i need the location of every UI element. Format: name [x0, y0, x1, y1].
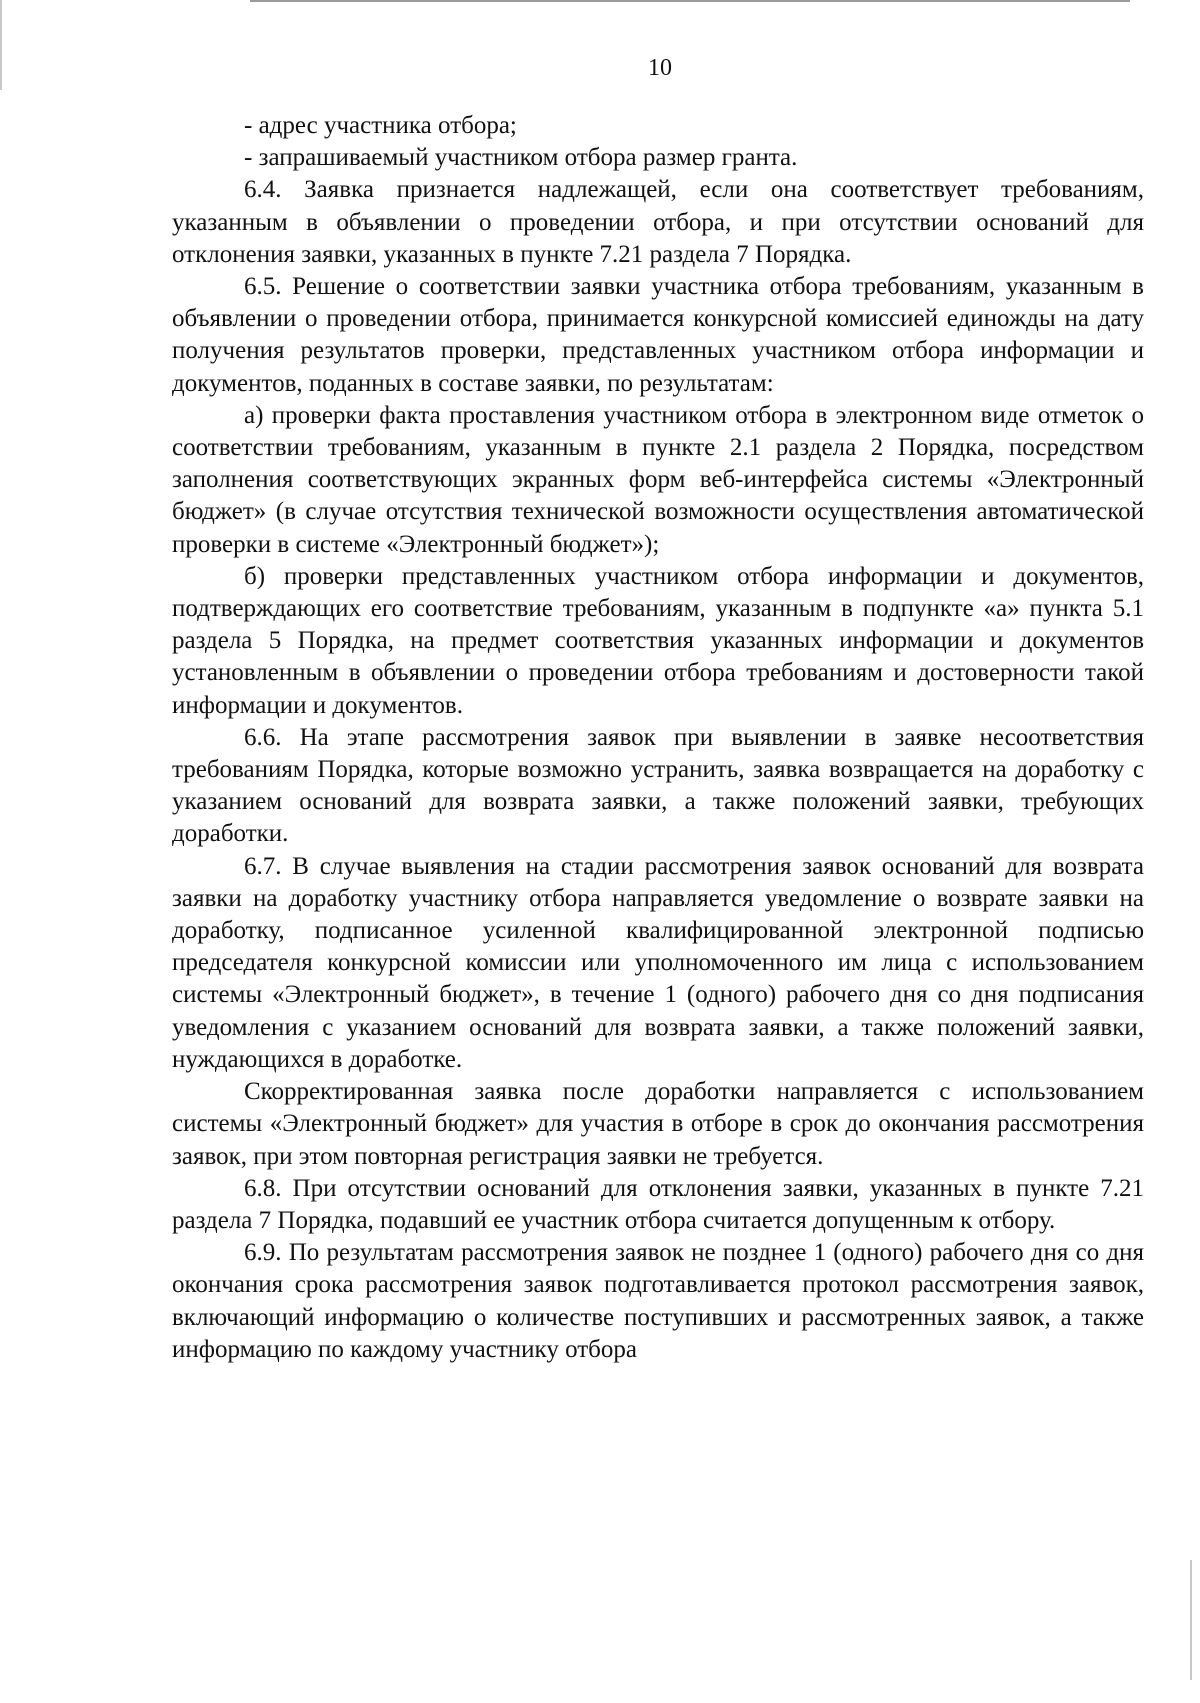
scan-top-rule: [250, 0, 1130, 2]
document-body: [172, 110, 1144, 1366]
paragraph-corrected-application: Скорректированная заявка после доработки направляется с использованием системы «Электронный бюджет» для участия в отборе в срок до окончания рассмотрения заявок, при этом повторная регистрация заявки не требуется.: [172, 1078, 1144, 1170]
page-number: 10: [648, 55, 672, 81]
scan-right-edge: [1190, 1560, 1192, 1680]
paragraph-participant-address: - адрес участника отбора;: [244, 112, 517, 139]
paragraph-requested-grant: - запрашиваемый участником отбора размер гранта.: [244, 144, 798, 172]
paragraph-6-7: 6.7. В случае выявления на стадии рассмотрения заявок оснований для возврата заявки на доработку участнику отбора направляется уведомление о возврате заявки на доработку, подписанное усиленной квалифицированной электронной подписью председателя конкурсной комиссии или уполномоченного им лица с использованием системы «Электронный бюджет», в течение 1 (одного) рабочего дня со дня подписания уведомления с указанием оснований для возврата заявки, а также положений заявки, нуждающихся в доработке.: [172, 852, 1144, 1073]
paragraph-6-8: 6.8. При отсутствии оснований для отклонения заявки, указанных в пункте 7.21 раздела 7 Порядка, подавший ее участник отбора считается допущенным к отбору.: [172, 1174, 1144, 1234]
paragraph-6-4: 6.4. Заявка признается надлежащей, если она соответствует требованиям, указанным в объявлении о проведении отбора, и при отсутствии оснований для отклонения заявки, указанных в пункте 7.21 раздела 7 Порядка.: [172, 176, 1144, 268]
paragraph-6-6: 6.6. На этапе рассмотрения заявок при выявлении в заявке несоответствия требованиям Порядка, которые возможно устранить, заявка возвращается на доработку с указанием оснований для возврата заявки, а также положений заявки, требующих доработки.: [172, 723, 1144, 848]
paragraph-6-9: 6.9. По результатам рассмотрения заявок не позднее 1 (одного) рабочего дня со дня окончания срока рассмотрения заявок подготавливается протокол рассмотрения заявок, включающий информацию о количестве поступивших и рассмотренных заявок, а также информацию по каждому участнику отбора: [172, 1239, 1144, 1363]
paragraph-6-5-b: б) проверки представленных участником отбора информации и документов, подтверждающих его соответствие требованиям, указанным в подпункте «а» пункта 5.1 раздела 5 Порядка, на предмет соответствия указанных информации и документов установленным в объявлении о проведении отбора требованиям и достоверности такой информации и документов.: [172, 562, 1144, 719]
paragraph-6-5: 6.5. Решение о соответствии заявки участника отбора требованиям, указанным в объявлении о проведении отбора, принимается конкурсной комиссией единожды на дату получения результатов проверки, представленных участником отбора информации и документов, поданных в составе заявки, по результатам:: [172, 273, 1144, 397]
paragraph-6-5-a: а) проверки факта проставления участником отбора в электронном виде отметок о соответствии требованиям, указанным в пункте 2.1 раздела 2 Порядка, посредством заполнения соответствующих экранных форм веб-интерфейса системы «Электронный бюджет» (в случае отсутствия технической возможности осуществления автоматической проверки в системе «Электронный бюджет»);: [172, 401, 1144, 558]
